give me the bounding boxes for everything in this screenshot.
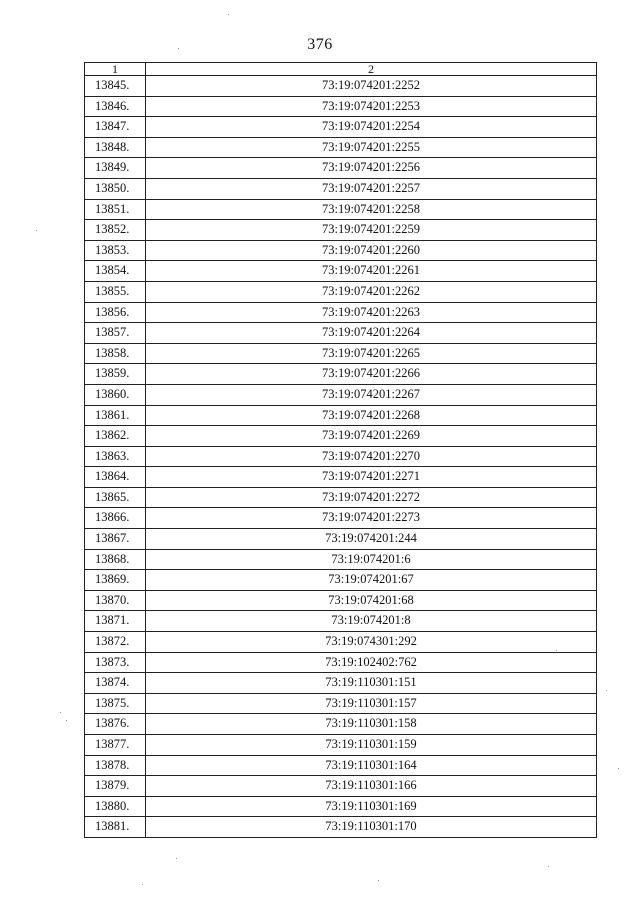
cadastral-number-cell: 73:19:074201:2264 (146, 323, 597, 344)
row-index-cell: 13860. (85, 384, 146, 405)
table-row (85, 570, 597, 591)
cadastral-number-cell: 73:19:074201:2271 (146, 467, 597, 488)
table-row (85, 693, 597, 714)
table-row (85, 96, 597, 117)
table-row (85, 343, 597, 364)
table-row (85, 508, 597, 529)
cadastral-number-cell: 73:19:074201:2272 (146, 487, 597, 508)
cadastral-number-cell: 73:19:074201:6 (146, 549, 597, 570)
row-index-cell: 13880. (85, 796, 146, 817)
table-row (85, 261, 597, 282)
table-row (85, 714, 597, 735)
cadastral-number-cell: 73:19:110301:157 (146, 693, 597, 714)
row-index-cell: 13878. (85, 755, 146, 776)
column-header-index: 1 (85, 63, 146, 76)
row-index-cell: 13854. (85, 261, 146, 282)
row-index-cell: 13852. (85, 220, 146, 241)
row-index-cell: 13874. (85, 673, 146, 694)
row-index-cell: 13879. (85, 776, 146, 797)
scan-speck (556, 650, 557, 651)
scan-speck (228, 14, 229, 15)
registry-table (84, 62, 597, 838)
row-index-cell: 13875. (85, 693, 146, 714)
cadastral-number-cell: 73:19:074201:2273 (146, 508, 597, 529)
row-index-cell: 13847. (85, 117, 146, 138)
scan-speck (606, 690, 607, 691)
cadastral-number-cell: 73:19:110301:170 (146, 817, 597, 838)
row-index-cell: 13866. (85, 508, 146, 529)
table-body (85, 76, 597, 838)
cadastral-number-cell: 73:19:074201:2265 (146, 343, 597, 364)
cadastral-number-cell: 73:19:074201:2252 (146, 76, 597, 97)
row-index-cell: 13872. (85, 632, 146, 653)
row-index-cell: 13858. (85, 343, 146, 364)
table-row (85, 529, 597, 550)
cadastral-number-cell: 73:19:074201:2257 (146, 178, 597, 199)
table-row (85, 755, 597, 776)
table-row (85, 735, 597, 756)
row-index-cell: 13873. (85, 652, 146, 673)
row-index-cell: 13867. (85, 529, 146, 550)
cadastral-number-cell: 73:19:110301:158 (146, 714, 597, 735)
scan-speck (66, 720, 67, 721)
table-row (85, 590, 597, 611)
table-row (85, 364, 597, 385)
cadastral-number-cell: 73:19:074201:67 (146, 570, 597, 591)
row-index-cell: 13876. (85, 714, 146, 735)
row-index-cell: 13869. (85, 570, 146, 591)
row-index-cell: 13856. (85, 302, 146, 323)
row-index-cell: 13853. (85, 240, 146, 261)
cadastral-number-cell: 73:19:074201:2254 (146, 117, 597, 138)
row-index-cell: 13848. (85, 137, 146, 158)
page-number: 376 (307, 36, 333, 53)
cadastral-number-cell: 73:19:074201:68 (146, 590, 597, 611)
table-row (85, 281, 597, 302)
cadastral-number-cell: 73:19:074201:2266 (146, 364, 597, 385)
table-row (85, 549, 597, 570)
cadastral-number-cell: 73:19:110301:159 (146, 735, 597, 756)
cadastral-number-cell: 73:19:074301:292 (146, 632, 597, 653)
table-row (85, 426, 597, 447)
table-row (85, 405, 597, 426)
table-row (85, 384, 597, 405)
scan-speck (176, 858, 177, 859)
scan-speck (60, 712, 61, 713)
cadastral-number-cell: 73:19:074201:2270 (146, 446, 597, 467)
cadastral-number-cell: 73:19:110301:166 (146, 776, 597, 797)
table-row (85, 817, 597, 838)
row-index-cell: 13859. (85, 364, 146, 385)
row-index-cell: 13845. (85, 76, 146, 97)
table-row (85, 323, 597, 344)
row-index-cell: 13868. (85, 549, 146, 570)
scan-speck (378, 880, 379, 881)
table-row (85, 117, 597, 138)
cadastral-number-cell: 73:19:110301:164 (146, 755, 597, 776)
row-index-cell: 13865. (85, 487, 146, 508)
scan-speck (36, 230, 37, 231)
cadastral-number-cell: 73:19:074201:2253 (146, 96, 597, 117)
column-header-cadastral-number: 2 (146, 63, 597, 76)
table-header-row (85, 63, 597, 76)
row-index-cell: 13861. (85, 405, 146, 426)
row-index-cell: 13857. (85, 323, 146, 344)
table-row (85, 178, 597, 199)
cadastral-number-cell: 73:19:110301:151 (146, 673, 597, 694)
row-index-cell: 13870. (85, 590, 146, 611)
cadastral-number-cell: 73:19:074201:244 (146, 529, 597, 550)
cadastral-number-cell: 73:19:074201:2263 (146, 302, 597, 323)
scan-speck (142, 884, 143, 885)
table-row (85, 302, 597, 323)
row-index-cell: 13871. (85, 611, 146, 632)
cadastral-number-cell: 73:19:074201:2268 (146, 405, 597, 426)
cadastral-number-cell: 73:19:074201:2261 (146, 261, 597, 282)
cadastral-number-cell: 73:19:074201:2269 (146, 426, 597, 447)
table-row (85, 611, 597, 632)
row-index-cell: 13864. (85, 467, 146, 488)
table-row (85, 76, 597, 97)
cadastral-number-cell: 73:19:102402:762 (146, 652, 597, 673)
table-row (85, 199, 597, 220)
table-row (85, 776, 597, 797)
table-row (85, 137, 597, 158)
table-row (85, 673, 597, 694)
table-row (85, 158, 597, 179)
cadastral-number-cell: 73:19:110301:169 (146, 796, 597, 817)
cadastral-number-cell: 73:19:074201:2258 (146, 199, 597, 220)
table-row (85, 632, 597, 653)
row-index-cell: 13862. (85, 426, 146, 447)
row-index-cell: 13851. (85, 199, 146, 220)
scan-speck (618, 768, 619, 769)
row-index-cell: 13849. (85, 158, 146, 179)
cadastral-number-cell: 73:19:074201:2267 (146, 384, 597, 405)
cadastral-number-cell: 73:19:074201:2255 (146, 137, 597, 158)
row-index-cell: 13863. (85, 446, 146, 467)
table-row (85, 220, 597, 241)
scan-speck (178, 48, 179, 49)
row-index-cell: 13881. (85, 817, 146, 838)
row-index-cell: 13846. (85, 96, 146, 117)
table-row (85, 240, 597, 261)
row-index-cell: 13855. (85, 281, 146, 302)
row-index-cell: 13877. (85, 735, 146, 756)
table-row (85, 796, 597, 817)
cadastral-number-cell: 73:19:074201:2260 (146, 240, 597, 261)
table-row (85, 446, 597, 467)
cadastral-number-cell: 73:19:074201:2256 (146, 158, 597, 179)
table-row (85, 652, 597, 673)
cadastral-number-cell: 73:19:074201:2262 (146, 281, 597, 302)
table-row (85, 487, 597, 508)
scan-speck (548, 866, 549, 867)
cadastral-number-cell: 73:19:074201:8 (146, 611, 597, 632)
cadastral-number-cell: 73:19:074201:2259 (146, 220, 597, 241)
row-index-cell: 13850. (85, 178, 146, 199)
table-row (85, 467, 597, 488)
